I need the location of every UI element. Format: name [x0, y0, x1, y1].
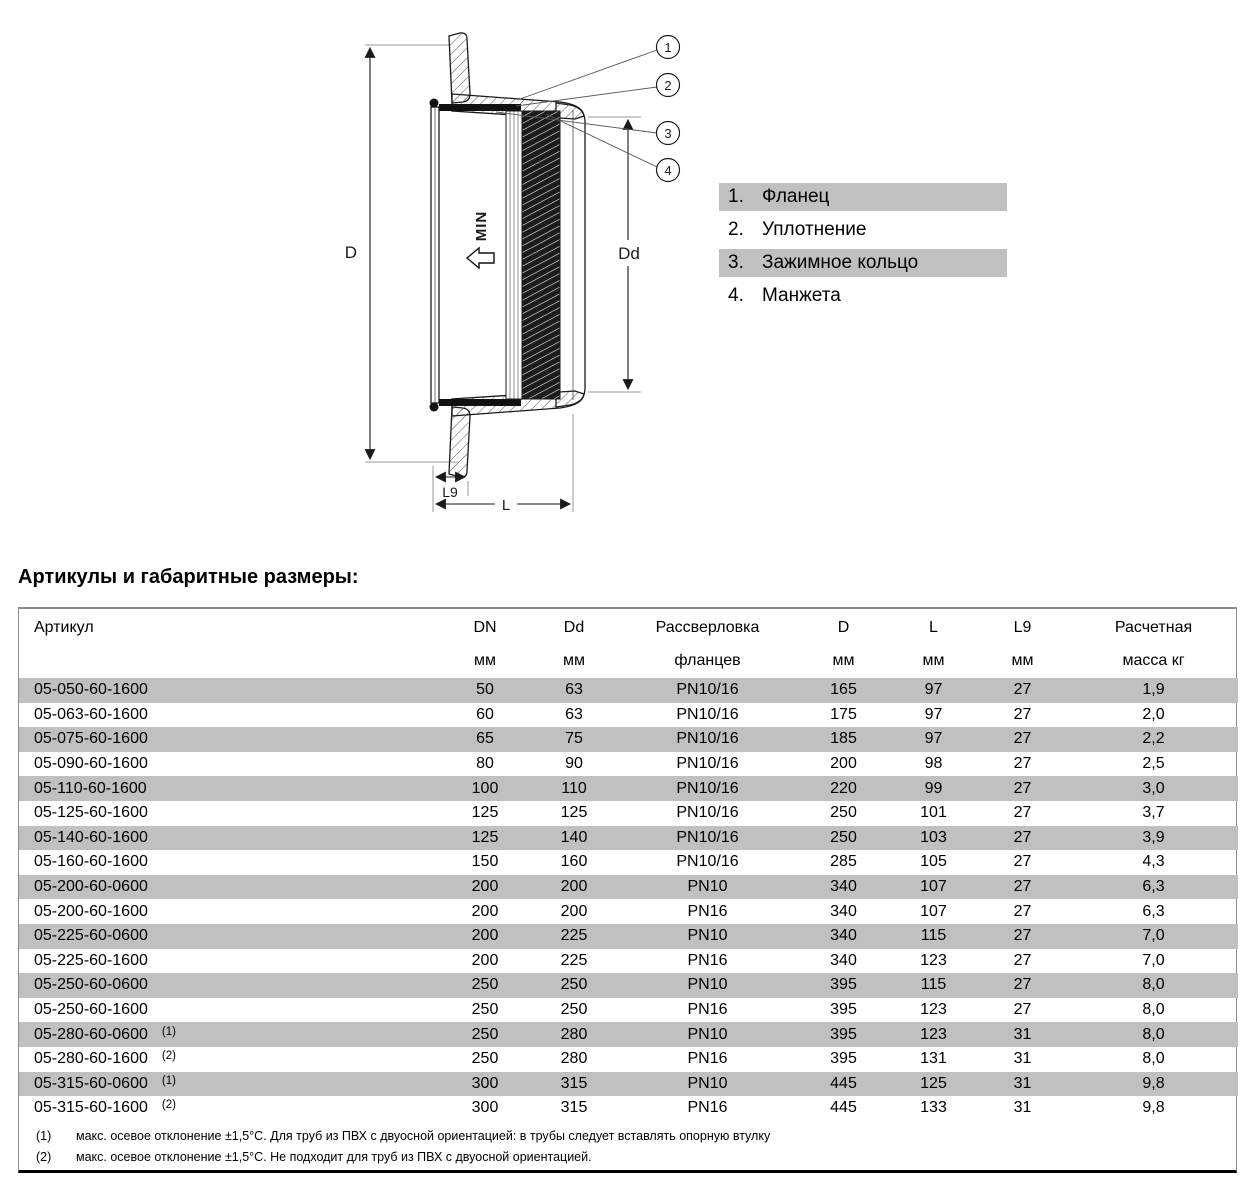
table-header-row	[19, 609, 1238, 678]
cell-l: 107	[920, 902, 947, 920]
cell-article: 05-160-60-1600	[34, 853, 148, 871]
footnote-number: (1)	[36, 1128, 52, 1143]
table-row	[19, 1096, 1238, 1121]
cell-d: 185	[830, 730, 857, 748]
cell-l: 115	[920, 927, 947, 945]
footnote-marker: (2)	[161, 1099, 176, 1112]
cell-drill: PN16	[687, 1001, 728, 1019]
cell-l: 97	[924, 705, 943, 723]
callout-1	[657, 36, 680, 59]
cell-l: 123	[920, 1025, 947, 1043]
cell-l: 99	[924, 779, 943, 797]
cell-mass: 3,9	[1142, 828, 1165, 846]
cell-l9: 27	[1013, 902, 1032, 920]
cell-article: 05-250-60-0600	[34, 976, 148, 994]
cell-mass: 8,0	[1142, 976, 1165, 994]
cell-article: 05-090-60-1600	[34, 755, 148, 773]
cell-l9: 27	[1013, 976, 1032, 994]
column-header: L мм	[922, 619, 945, 669]
insertion-arrow-icon	[467, 248, 494, 268]
column-header: L9 мм	[1011, 619, 1034, 669]
cell-article: 05-225-60-1600	[34, 951, 148, 969]
cell-dd: 250	[560, 1001, 588, 1019]
legend-item-label: Уплотнение	[762, 219, 867, 240]
legend-item-number: 4.	[728, 285, 744, 306]
cell-mass: 2,5	[1142, 755, 1165, 773]
cell-drill: PN16	[687, 1099, 728, 1117]
legend-item-label: Манжета	[762, 285, 841, 306]
cell-l: 103	[920, 828, 947, 846]
cell-dd: 110	[561, 779, 587, 797]
cell-l9: 31	[1013, 1025, 1032, 1043]
column-header: DN мм	[473, 619, 497, 669]
callout-4	[657, 159, 680, 182]
dim-label-dd: Dd	[618, 244, 640, 263]
cell-article: 05-280-60-1600 $^{(2)}$	[34, 1050, 176, 1068]
footnote	[19, 1126, 1236, 1147]
cell-l9: 27	[1013, 927, 1032, 945]
table-row	[19, 850, 1238, 875]
cell-l9: 27	[1013, 878, 1032, 896]
table-row	[19, 1072, 1238, 1097]
cell-drill: PN10	[687, 1074, 728, 1092]
table-row	[19, 727, 1238, 752]
cell-article: 05-200-60-1600	[34, 902, 148, 920]
cell-article: 05-110-60-1600	[34, 779, 147, 797]
cell-drill: PN16	[687, 951, 728, 969]
legend-item-number: 3.	[728, 252, 744, 273]
cell-mass: 7,0	[1142, 927, 1165, 945]
cell-drill: PN10	[687, 927, 728, 945]
cell-mass: 7,0	[1142, 951, 1165, 969]
cell-dd: 63	[565, 705, 583, 723]
cell-dd: 140	[560, 828, 588, 846]
legend-item	[719, 183, 1007, 211]
cell-dn: 200	[471, 878, 499, 896]
cell-article: 05-315-60-1600 $^{(2)}$	[34, 1099, 176, 1117]
min-label: MIN	[473, 210, 490, 242]
cell-l9: 27	[1013, 804, 1032, 822]
cell-drill: PN10/16	[676, 681, 739, 699]
footnote-marker: (2)	[161, 1050, 176, 1063]
column-header: Артикул	[34, 619, 94, 636]
cell-drill: PN10/16	[676, 828, 739, 846]
cell-l9: 31	[1013, 1050, 1032, 1068]
table-row	[19, 776, 1238, 801]
cell-d: 395	[830, 1050, 857, 1068]
cell-mass: 6,3	[1142, 878, 1165, 896]
cell-dn: 300	[471, 1074, 499, 1092]
callout-3	[657, 122, 680, 145]
cell-dn: 200	[471, 951, 499, 969]
callout-2	[657, 74, 680, 97]
dim-label-l9: L9	[442, 484, 458, 500]
footnote-number: (2)	[36, 1149, 52, 1164]
cell-d: 395	[830, 976, 857, 994]
cell-l9: 31	[1013, 1099, 1032, 1117]
cell-mass: 8,0	[1142, 1050, 1165, 1068]
cell-dd: 315	[560, 1099, 588, 1117]
cell-l: 125	[920, 1074, 947, 1092]
legend-item	[719, 216, 1007, 244]
cell-dd: 225	[560, 951, 588, 969]
cell-article: 05-250-60-1600	[34, 1001, 148, 1019]
cell-d: 250	[830, 804, 857, 822]
cell-article: 05-225-60-0600	[34, 927, 148, 945]
column-header: Рассверловка фланцев	[655, 619, 760, 669]
cell-mass: 1,9	[1142, 681, 1165, 699]
gasket-band-top	[439, 104, 521, 111]
table-row	[19, 1022, 1238, 1047]
cell-l: 131	[920, 1050, 947, 1068]
table-row	[19, 949, 1238, 974]
cell-mass: 8,0	[1142, 1025, 1165, 1043]
cell-dd: 75	[565, 730, 583, 748]
cell-drill: PN10/16	[676, 705, 739, 723]
table-row	[19, 924, 1238, 949]
cell-dd: 280	[560, 1025, 588, 1043]
footnote-marker: (1)	[161, 1025, 176, 1038]
legend-item-number: 2.	[728, 219, 744, 240]
parts-legend	[719, 183, 1007, 315]
footnotes	[19, 1121, 1236, 1170]
cell-article: 05-280-60-0600 $^{(1)}$	[34, 1025, 176, 1043]
cell-l: 115	[920, 976, 947, 994]
cell-drill: PN16	[687, 1050, 728, 1068]
cell-drill: PN10/16	[676, 853, 739, 871]
cell-dd: 200	[560, 878, 588, 896]
cell-dd: 125	[560, 804, 588, 822]
footnote-text: макс. осевое отклонение ±1,5°C. Не подходит для труб из ПВХ с двуосной ориентацией.	[76, 1149, 592, 1164]
cell-dn: 300	[471, 1099, 499, 1117]
column-header: Dd мм	[563, 619, 585, 669]
cell-dn: 60	[476, 705, 494, 723]
min-insertion-marker	[467, 211, 494, 268]
cell-dn: 250	[471, 1001, 499, 1019]
cell-d: 395	[830, 1025, 857, 1043]
cell-dn: 80	[476, 755, 494, 773]
cell-dd: 160	[560, 853, 588, 871]
cell-drill: PN10	[687, 976, 728, 994]
table-row	[19, 678, 1238, 703]
cell-l: 105	[920, 853, 947, 871]
legend-item-label: Фланец	[762, 186, 830, 207]
cell-d: 445	[830, 1074, 857, 1092]
cell-dd: 225	[560, 927, 588, 945]
cell-dn: 100	[471, 779, 499, 797]
dimensions-table	[19, 609, 1238, 1121]
cell-article: 05-050-60-1600	[34, 681, 148, 699]
cell-d: 340	[830, 878, 857, 896]
footnote-text: макс. осевое отклонение ±1,5°C. Для труб из ПВХ с двуосной ориентацией: в трубы следует вставлять опорную втулку	[76, 1128, 771, 1143]
gasket-band-bottom	[439, 399, 521, 406]
cell-d: 340	[830, 902, 857, 920]
cell-l: 123	[920, 1001, 947, 1019]
cell-article: 05-075-60-1600	[34, 730, 148, 748]
table-row	[19, 973, 1238, 998]
cell-drill: PN10/16	[676, 779, 739, 797]
cell-dd: 280	[560, 1050, 588, 1068]
dim-label-d: D	[344, 243, 357, 262]
cell-d: 250	[830, 828, 857, 846]
cell-l9: 27	[1013, 853, 1032, 871]
cell-l: 98	[924, 755, 943, 773]
cell-l9: 31	[1013, 1074, 1032, 1092]
cell-dn: 125	[471, 828, 499, 846]
column-header: Расчетная масса кг	[1114, 619, 1193, 669]
cell-mass: 9,8	[1142, 1074, 1165, 1092]
svg-text:4: 4	[664, 163, 672, 178]
cell-l9: 27	[1013, 681, 1032, 699]
cell-drill: PN10	[687, 878, 728, 896]
cell-dn: 50	[476, 681, 494, 699]
cell-mass: 2,0	[1142, 705, 1165, 723]
cell-article: 05-125-60-1600	[34, 804, 148, 822]
cell-l9: 27	[1013, 705, 1032, 723]
cell-drill: PN10/16	[676, 730, 739, 748]
cell-l9: 27	[1013, 730, 1032, 748]
cell-d: 285	[830, 853, 857, 871]
cell-l9: 27	[1013, 755, 1032, 773]
cell-dd: 250	[560, 976, 588, 994]
legend-item	[719, 282, 1007, 310]
dimensions-table-container	[18, 607, 1237, 1173]
clamping-ring	[506, 111, 522, 399]
table-body	[19, 678, 1238, 1121]
cell-dn: 250	[471, 1025, 499, 1043]
table-row	[19, 875, 1238, 900]
cell-d: 200	[830, 755, 857, 773]
table-row	[19, 1047, 1238, 1072]
cell-l: 101	[920, 804, 947, 822]
cell-dn: 200	[471, 927, 499, 945]
cell-dn: 200	[471, 902, 499, 920]
cell-d: 340	[830, 951, 857, 969]
cuff-section	[522, 111, 560, 399]
cell-mass: 3,7	[1142, 804, 1165, 822]
seal-dot-bottom	[430, 403, 439, 412]
svg-text:3: 3	[664, 126, 672, 141]
cell-dd: 315	[560, 1074, 588, 1092]
cell-dn: 125	[471, 804, 499, 822]
cell-drill: PN16	[687, 902, 728, 920]
cell-l9: 27	[1013, 1001, 1032, 1019]
table-row	[19, 703, 1238, 728]
cell-d: 165	[830, 681, 857, 699]
table-row	[19, 801, 1238, 826]
table-row	[19, 899, 1238, 924]
cell-dd: 200	[560, 902, 588, 920]
section-title: Артикулы и габаритные размеры:	[18, 566, 359, 588]
cell-d: 175	[830, 705, 857, 723]
cell-l9: 27	[1013, 779, 1032, 797]
svg-text:1: 1	[664, 40, 672, 55]
footnote-marker: (1)	[161, 1074, 176, 1087]
cell-d: 395	[830, 1001, 857, 1019]
cell-dn: 250	[471, 1050, 499, 1068]
cell-dn: 150	[471, 853, 499, 871]
cell-drill: PN10/16	[676, 804, 739, 822]
dim-label-l: L	[501, 497, 511, 514]
cell-l: 97	[924, 730, 943, 748]
table-row	[19, 826, 1238, 851]
svg-text:2: 2	[664, 78, 672, 93]
cell-d: 445	[830, 1099, 857, 1117]
cell-l: 97	[924, 681, 943, 699]
cell-l9: 27	[1013, 828, 1032, 846]
cell-l: 123	[920, 951, 947, 969]
cell-d: 340	[830, 927, 857, 945]
legend-item-label: Зажимное кольцо	[762, 252, 919, 273]
column-header: D мм	[832, 619, 855, 669]
cell-drill: PN10	[687, 1025, 728, 1043]
cell-dn: 65	[476, 730, 494, 748]
footnote	[19, 1147, 1236, 1168]
cell-dn: 250	[471, 976, 499, 994]
cell-dd: 90	[565, 755, 583, 773]
table-row	[19, 752, 1238, 777]
cell-l: 107	[920, 878, 947, 896]
cell-mass: 8,0	[1142, 1001, 1165, 1019]
legend-item-number: 1.	[728, 186, 744, 207]
cell-drill: PN10/16	[676, 755, 739, 773]
cell-mass: 3,0	[1142, 779, 1165, 797]
cell-article: 05-140-60-1600	[34, 828, 148, 846]
flange-adapter-diagram	[0, 0, 1255, 545]
cell-l9: 27	[1013, 951, 1032, 969]
cell-l: 133	[920, 1099, 947, 1117]
table-row	[19, 998, 1238, 1023]
legend-item	[719, 249, 1007, 277]
cell-dd: 63	[565, 681, 583, 699]
seal-dot-top	[430, 99, 439, 108]
cell-mass: 6,3	[1142, 902, 1165, 920]
cell-mass: 2,2	[1142, 730, 1165, 748]
cell-article: 05-200-60-0600	[34, 878, 148, 896]
cell-article: 05-063-60-1600	[34, 705, 148, 723]
cell-d: 220	[830, 779, 857, 797]
cell-mass: 9,8	[1142, 1099, 1165, 1117]
cell-article: 05-315-60-0600 $^{(1)}$	[34, 1074, 176, 1092]
cell-mass: 4,3	[1142, 853, 1165, 871]
